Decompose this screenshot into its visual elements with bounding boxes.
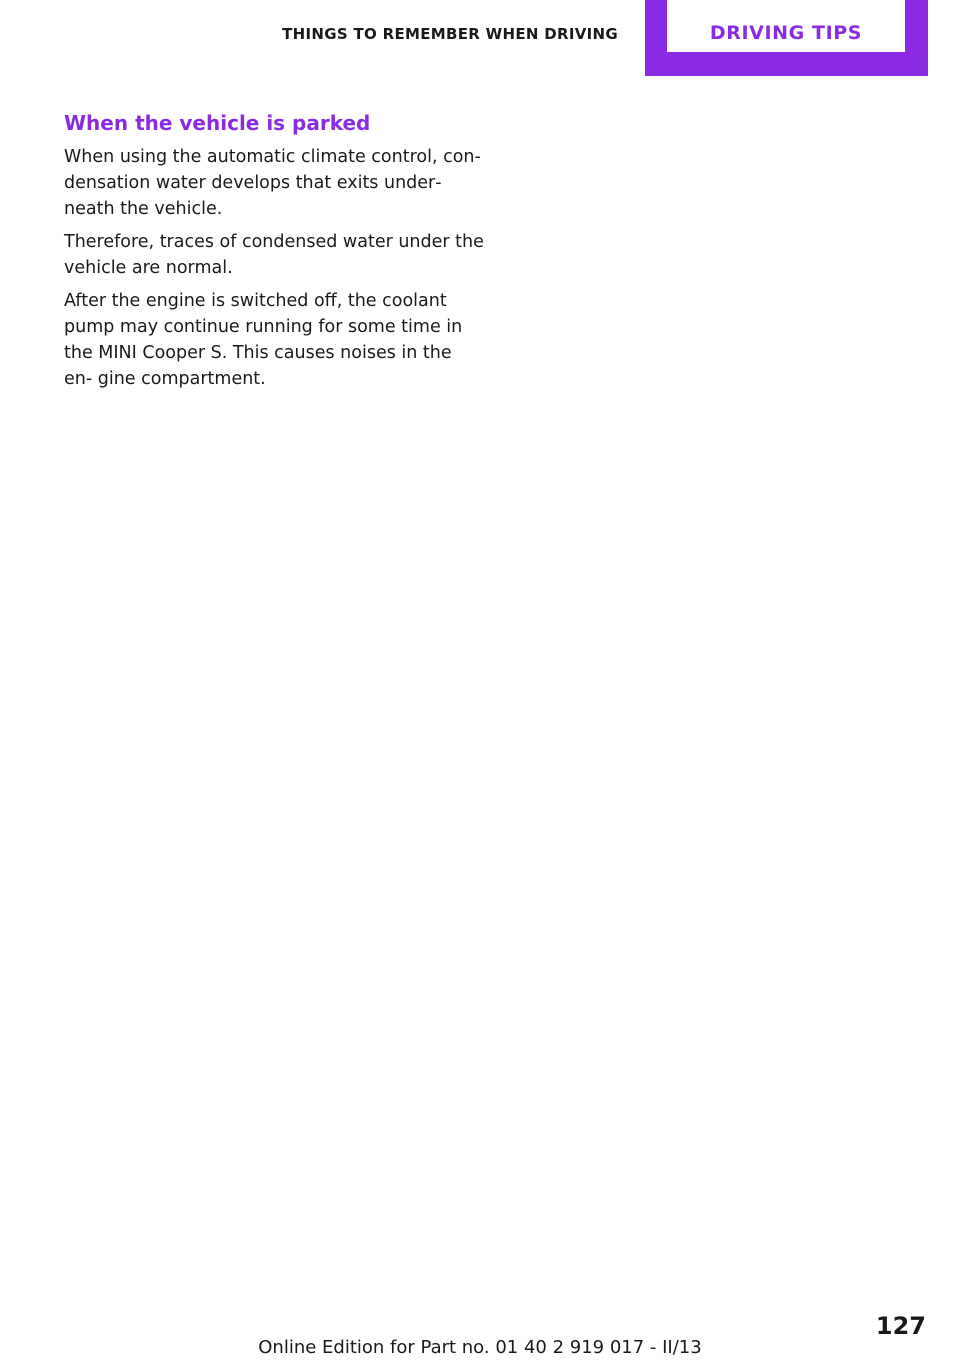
- paragraph-coolant-pump: After the engine is switched off, the coolant pump may continue running for some time in the MINI Cooper S. This causes noises in the en‐ gine compartment.: [64, 291, 463, 389]
- page-number: 127: [875, 1312, 926, 1340]
- chapter-tab: [645, 0, 928, 76]
- paragraph-traces-normal: Therefore, traces of condensed water under the vehicle are normal.: [64, 232, 484, 278]
- edition-note: Online Edition for Part no. 01 40 2 919 017 - II/13: [258, 1337, 702, 1358]
- paragraph-condensation: When using the automatic climate control, con‐ densation water develops that exits under‐ neath the vehicle.: [64, 147, 481, 219]
- section-header: THINGS TO REMEMBER WHEN DRIVING: [282, 25, 618, 43]
- chapter-title: DRIVING TIPS: [709, 22, 863, 44]
- chapter-tab-label-box: [667, 0, 905, 52]
- main-content: [64, 110, 484, 399]
- section-heading: When the vehicle is parked: [64, 111, 371, 135]
